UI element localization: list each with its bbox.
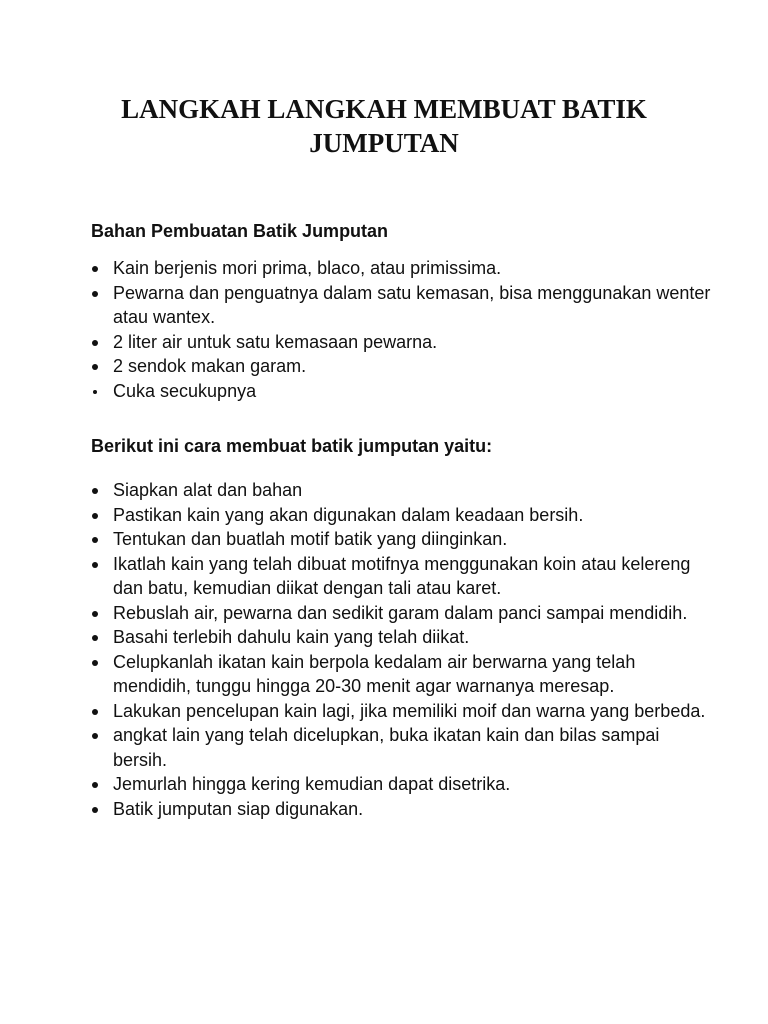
list-item-text: Lakukan pencelupan kain lagi, jika memiliki moif dan warna yang berbeda.: [113, 700, 706, 721]
list-item-text: 2 sendok makan garam.: [113, 356, 307, 376]
title-line-1: LANGKAH LANGKAH MEMBUAT BATIK: [121, 94, 647, 124]
list-item-text: Pastikan kain yang akan digunakan dalam keadaan bersih.: [113, 504, 584, 525]
list-item: [91, 601, 711, 626]
list-item-text: 2 liter air untuk satu kemasaan pewarna.: [113, 331, 438, 352]
list-item: [91, 478, 711, 503]
list-item-text: Batik jumputan siap digunakan.: [113, 798, 364, 819]
list-item-text: Jemurlah hingga kering kemudian dapat disetrika.: [113, 774, 511, 794]
list-item: [91, 625, 711, 650]
list-item: [91, 797, 711, 822]
list-item: [91, 354, 711, 379]
steps-list: [91, 478, 711, 821]
list-item-text: Ikatlah kain yang telah dibuat motifnya menggunakan koin atau kelereng dan batu, kemudian diikat dengan tali atau karet.: [113, 553, 691, 598]
list-item-text: Siapkan alat dan bahan: [113, 480, 303, 500]
list-item: [91, 379, 711, 404]
document-title: [60, 92, 708, 160]
title-line-2: JUMPUTAN: [309, 128, 459, 158]
list-item-text: angkat lain yang telah dicelupkan, buka ikatan kain dan bilas sampai bersih.: [113, 725, 660, 770]
list-item-text: Kain berjenis mori prima, blaco, atau primissima.: [113, 258, 502, 278]
list-item: [91, 281, 711, 330]
steps-heading: Berikut ini cara membuat batik jumputan yaitu:: [91, 436, 493, 456]
list-item-text: Tentukan dan buatlah motif batik yang diinginkan.: [113, 529, 508, 549]
list-item: [91, 650, 711, 699]
list-item: [91, 527, 711, 552]
materials-list: [91, 256, 711, 403]
list-item-text: Cuka secukupnya: [113, 380, 257, 401]
list-item: [91, 552, 711, 601]
list-item-text: Rebuslah air, pewarna dan sedikit garam dalam panci sampai mendidih.: [113, 602, 688, 623]
materials-heading: Bahan Pembuatan Batik Jumputan: [91, 221, 389, 241]
list-item: [91, 256, 711, 281]
list-item: [91, 699, 711, 724]
list-item-text: Celupkanlah ikatan kain berpola kedalam air berwarna yang telah mendidih, tunggu hingga 20-30 menit agar warnanya meresap.: [113, 651, 636, 696]
list-item-text: Basahi terlebih dahulu kain yang telah diikat.: [113, 627, 470, 647]
list-item: [91, 723, 711, 772]
list-item-text: Pewarna dan penguatnya dalam satu kemasan, bisa menggunakan wenter atau wantex.: [113, 282, 711, 327]
list-item: [91, 772, 711, 797]
list-item: [91, 330, 711, 355]
list-item: [91, 503, 711, 528]
